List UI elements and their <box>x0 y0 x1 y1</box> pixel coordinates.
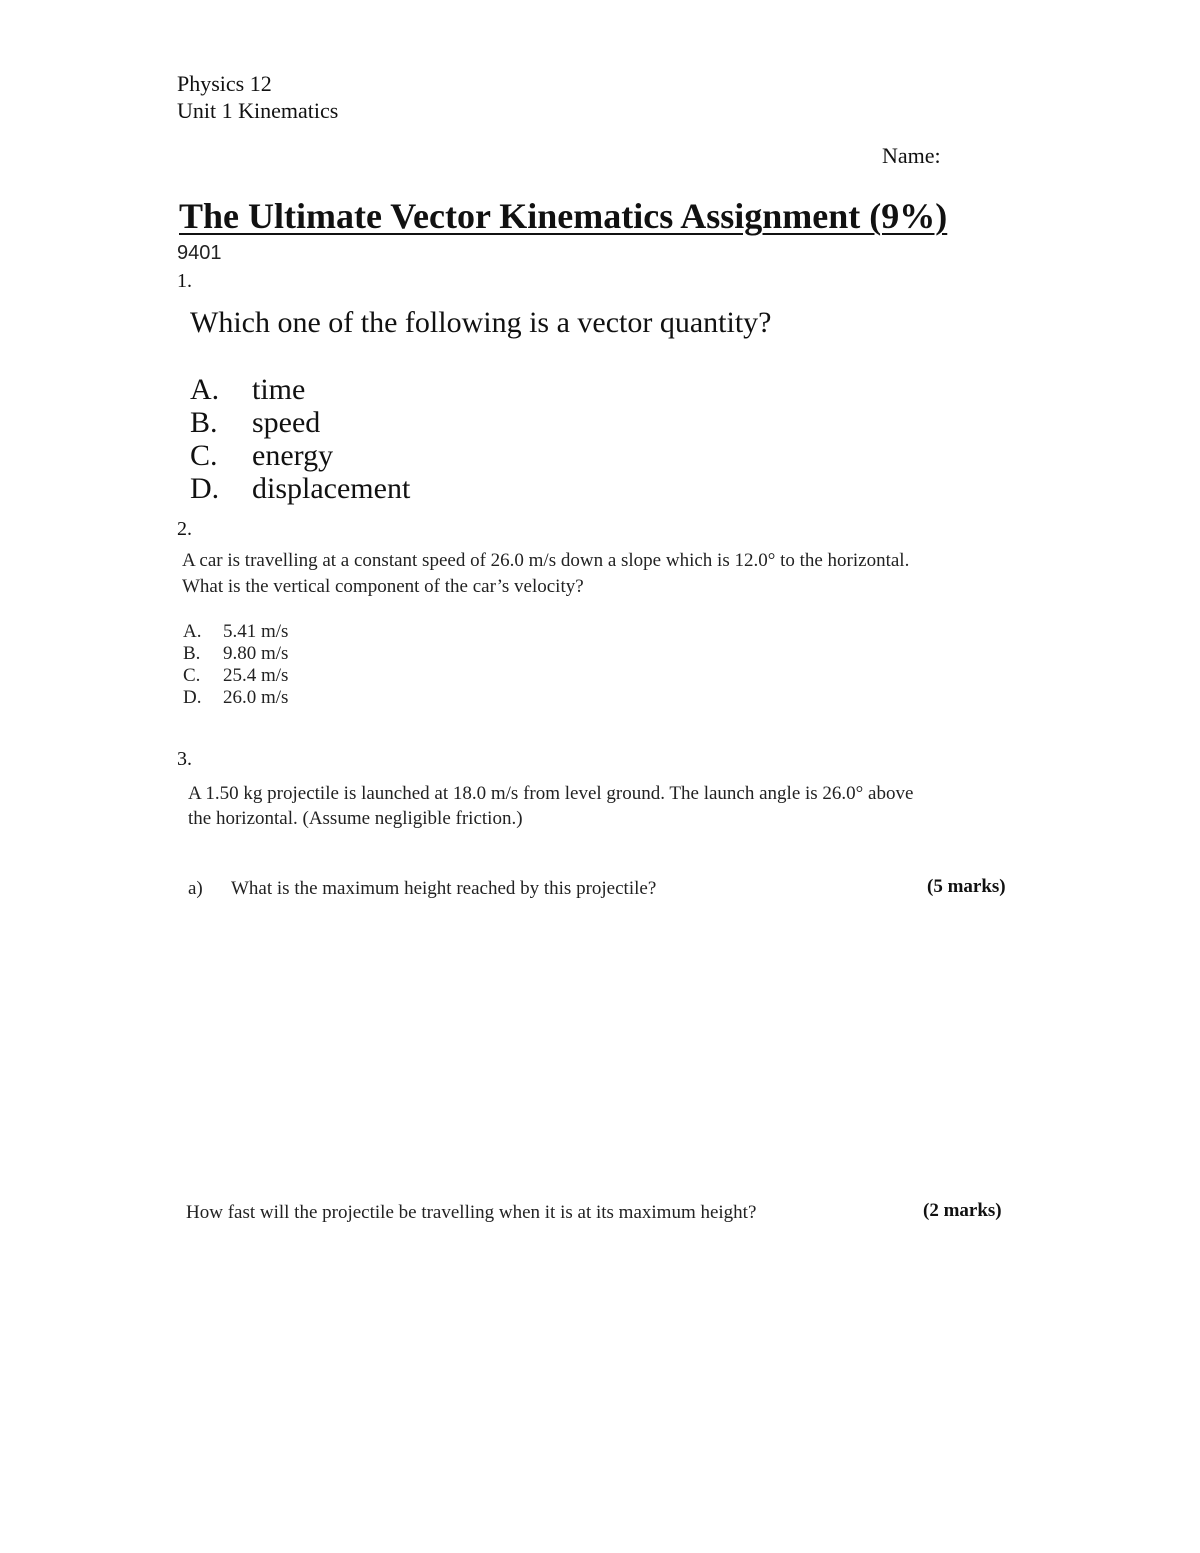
question-2-option <box>183 621 288 643</box>
question-2-number: 2. <box>177 518 192 540</box>
name-label: Name: <box>882 143 941 168</box>
option-letter: C. <box>183 665 201 686</box>
option-letter: B. <box>190 406 218 439</box>
option-letter: A. <box>190 373 220 406</box>
question-3-line-2: the horizontal. (Assume negligible friction.) <box>188 808 523 829</box>
question-1-option <box>190 439 410 472</box>
question-3b-marks: (2 marks) <box>923 1200 1002 1221</box>
question-2-line-2: What is the vertical component of the car’s velocity? <box>182 576 584 597</box>
page-title: The Ultimate Vector Kinematics Assignment (9%) <box>179 196 948 236</box>
course-label: Physics 12 <box>177 71 272 96</box>
option-letter: A. <box>183 621 202 642</box>
question-3b-text: How fast will the projectile be travelling when it is at its maximum height? <box>186 1202 757 1223</box>
question-2-option <box>183 665 288 687</box>
assignment-code: 9401 <box>177 242 222 264</box>
option-letter: C. <box>190 439 218 472</box>
option-text: speed <box>252 406 321 439</box>
question-1-number: 1. <box>177 270 192 292</box>
option-text: 5.41 m/s <box>223 621 289 642</box>
option-text: 9.80 m/s <box>223 643 289 664</box>
question-1-option <box>190 472 410 505</box>
option-text: time <box>252 373 306 406</box>
option-letter: D. <box>183 687 202 708</box>
question-3a-marks: (5 marks) <box>927 876 1006 897</box>
option-text: energy <box>252 439 334 472</box>
question-3a-label: a) <box>188 878 203 899</box>
question-2-options <box>183 621 288 709</box>
question-1-text: Which one of the following is a vector quantity? <box>190 306 772 339</box>
question-3-number: 3. <box>177 748 192 770</box>
question-2-line-1: A car is travelling at a constant speed of 26.0 m/s down a slope which is 12.0° to the horizontal. <box>182 550 910 571</box>
question-3a-text: What is the maximum height reached by this projectile? <box>231 878 657 899</box>
unit-label: Unit 1 Kinematics <box>177 98 339 123</box>
option-letter: B. <box>183 643 201 664</box>
question-3-line-1: A 1.50 kg projectile is launched at 18.0 m/s from level ground. The launch angle is 26.0° above <box>188 783 914 804</box>
question-2-option <box>183 687 288 709</box>
option-text: 25.4 m/s <box>223 665 289 686</box>
option-text: 26.0 m/s <box>223 687 289 708</box>
question-1-option <box>190 373 410 406</box>
question-1-options <box>190 373 410 505</box>
question-2-option <box>183 643 288 665</box>
option-text: displacement <box>252 472 411 505</box>
option-letter: D. <box>190 472 220 505</box>
question-1-option <box>190 406 410 439</box>
